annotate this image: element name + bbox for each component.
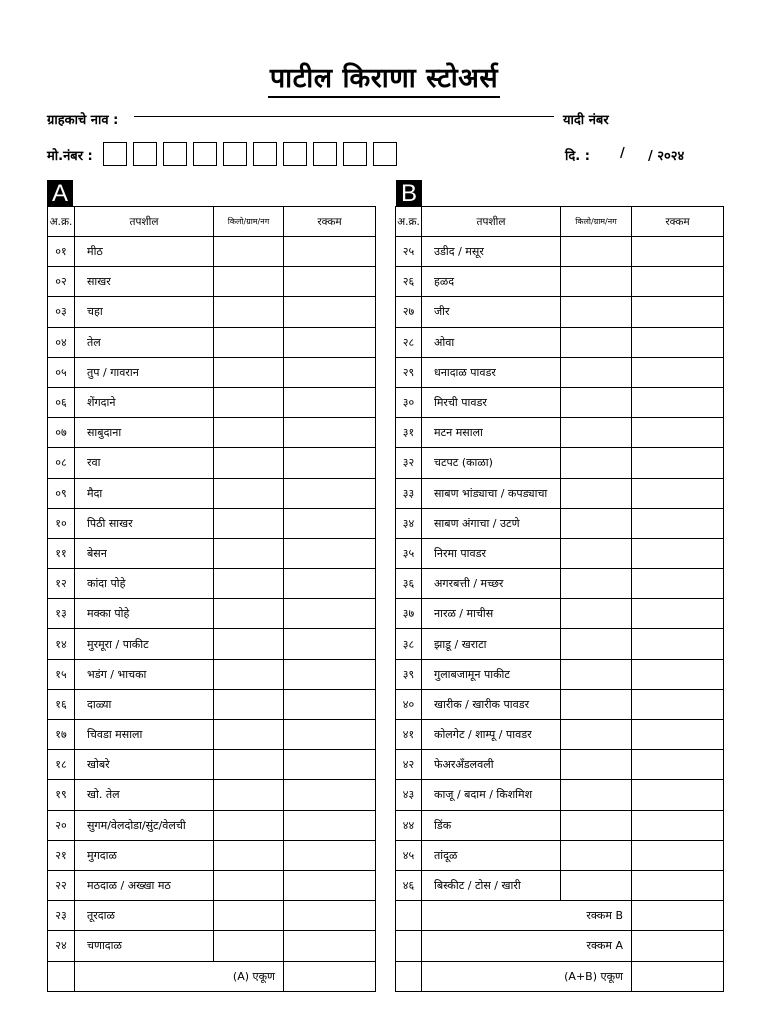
mobile-digit-box[interactable]	[103, 142, 127, 166]
item-name: साबुदाना	[75, 418, 214, 448]
item-number: १९	[48, 780, 75, 810]
item-amount-cell[interactable]	[284, 870, 376, 900]
table-row	[396, 870, 724, 900]
col-header-sr: अ.क्र.	[396, 207, 422, 237]
item-name: मुरमूरा / पाकीट	[75, 629, 214, 659]
list-number-label: यादी नंबर	[563, 113, 609, 128]
item-quantity-cell[interactable]	[561, 810, 632, 840]
table-row	[48, 569, 376, 599]
item-amount-cell[interactable]	[632, 237, 724, 267]
item-quantity-cell[interactable]	[561, 780, 632, 810]
item-number: २२	[48, 870, 75, 900]
item-amount-cell[interactable]	[284, 418, 376, 448]
item-quantity-cell[interactable]	[561, 659, 632, 689]
table-row	[396, 629, 724, 659]
total-a-row	[48, 961, 376, 991]
table-row	[396, 538, 724, 568]
total-ab-amount-cell[interactable]	[632, 961, 724, 991]
item-amount-cell[interactable]	[632, 357, 724, 387]
item-quantity-cell[interactable]	[214, 327, 284, 357]
item-quantity-cell[interactable]	[214, 387, 284, 417]
rakkam-b-label: रक्कम B	[422, 901, 632, 931]
item-name: शेंगदाने	[75, 387, 214, 417]
col-header-amount: रक्कम	[284, 207, 376, 237]
customer-name-line[interactable]	[134, 116, 554, 117]
item-quantity-cell[interactable]	[214, 478, 284, 508]
item-name: कोलगेट / शाम्पू / पावडर	[422, 720, 561, 750]
table-row	[396, 659, 724, 689]
table-row	[48, 931, 376, 961]
total-a-label: (A) एकूण	[75, 961, 284, 991]
item-name: तांदूळ	[422, 840, 561, 870]
item-name: तुप / गावरान	[75, 357, 214, 387]
item-quantity-cell[interactable]	[214, 418, 284, 448]
item-number: ३६	[396, 569, 422, 599]
item-number: १४	[48, 629, 75, 659]
item-quantity-cell[interactable]	[561, 237, 632, 267]
item-name: मटन मसाला	[422, 418, 561, 448]
item-name: उडीद / मसूर	[422, 237, 561, 267]
item-number: २८	[396, 327, 422, 357]
table-row	[48, 689, 376, 719]
total-a-amount-cell[interactable]	[284, 961, 376, 991]
item-amount-cell[interactable]	[632, 478, 724, 508]
item-quantity-cell[interactable]	[561, 418, 632, 448]
item-quantity-cell[interactable]	[214, 659, 284, 689]
item-name: धनादाळ पावडर	[422, 357, 561, 387]
item-quantity-cell[interactable]	[561, 569, 632, 599]
item-number: ०१	[48, 237, 75, 267]
rakkam-a-row	[396, 931, 724, 961]
table-row	[48, 267, 376, 297]
table-row	[396, 720, 724, 750]
item-amount-cell[interactable]	[284, 387, 376, 417]
table-b	[395, 206, 724, 992]
item-quantity-cell[interactable]	[214, 538, 284, 568]
item-name: मिरची पावडर	[422, 387, 561, 417]
item-amount-cell[interactable]	[284, 538, 376, 568]
table-row	[396, 569, 724, 599]
table-row	[396, 780, 724, 810]
item-number: ४६	[396, 870, 422, 900]
item-amount-cell[interactable]	[284, 780, 376, 810]
item-name: दाळ्या	[75, 689, 214, 719]
item-amount-cell[interactable]	[284, 750, 376, 780]
section-b-badge: B	[396, 180, 422, 206]
item-number: ४५	[396, 840, 422, 870]
item-number: १०	[48, 508, 75, 538]
item-name: बिस्कीट / टोस / खारी	[422, 870, 561, 900]
item-amount-cell[interactable]	[632, 448, 724, 478]
table-row	[48, 840, 376, 870]
item-amount-cell[interactable]	[284, 629, 376, 659]
col-header-desc: तपशील	[422, 207, 561, 237]
item-number: ०३	[48, 297, 75, 327]
total-ab-label: (A+B) एकूण	[422, 961, 632, 991]
item-amount-cell[interactable]	[284, 237, 376, 267]
table-row	[48, 599, 376, 629]
item-amount-cell[interactable]	[632, 508, 724, 538]
date-label: दि. :	[565, 149, 590, 164]
item-quantity-cell[interactable]	[561, 508, 632, 538]
item-name: बेसन	[75, 538, 214, 568]
item-quantity-cell[interactable]	[214, 931, 284, 961]
item-quantity-cell[interactable]	[561, 629, 632, 659]
mobile-digit-box[interactable]	[253, 142, 277, 166]
col-header-unit: किलो/ग्राम/नग	[214, 207, 284, 237]
mobile-digit-box[interactable]	[373, 142, 397, 166]
item-number: १८	[48, 750, 75, 780]
item-name: झाडू / खराटा	[422, 629, 561, 659]
item-name: डिंक	[422, 810, 561, 840]
item-number: ०७	[48, 418, 75, 448]
empty-cell	[396, 931, 422, 961]
table-row	[48, 901, 376, 931]
item-name: अगरबत्ती / मच्छर	[422, 569, 561, 599]
col-header-desc: तपशील	[75, 207, 214, 237]
item-amount-cell[interactable]	[632, 780, 724, 810]
item-name: तूरदाळ	[75, 901, 214, 931]
item-quantity-cell[interactable]	[214, 569, 284, 599]
item-amount-cell[interactable]	[632, 387, 724, 417]
item-name: चणादाळ	[75, 931, 214, 961]
item-quantity-cell[interactable]	[561, 840, 632, 870]
item-amount-cell[interactable]	[284, 297, 376, 327]
table-row	[396, 267, 724, 297]
item-amount-cell[interactable]	[632, 327, 724, 357]
table-row	[48, 327, 376, 357]
item-number: ४०	[396, 689, 422, 719]
item-number: ०५	[48, 357, 75, 387]
item-amount-cell[interactable]	[632, 538, 724, 568]
table-row	[396, 810, 724, 840]
mobile-digit-box[interactable]	[133, 142, 157, 166]
table-row	[396, 387, 724, 417]
table-row	[396, 357, 724, 387]
table-a-header	[48, 207, 376, 237]
item-amount-cell[interactable]	[632, 810, 724, 840]
mobile-digit-box[interactable]	[343, 142, 367, 166]
item-quantity-cell[interactable]	[561, 538, 632, 568]
empty-cell	[396, 901, 422, 931]
rakkam-b-amount-cell[interactable]	[632, 901, 724, 931]
item-number: २४	[48, 931, 75, 961]
item-quantity-cell[interactable]	[214, 508, 284, 538]
item-number: २९	[396, 357, 422, 387]
item-name: हळद	[422, 267, 561, 297]
item-quantity-cell[interactable]	[561, 720, 632, 750]
table-row	[48, 478, 376, 508]
item-number: २१	[48, 840, 75, 870]
table-row	[396, 750, 724, 780]
item-amount-cell[interactable]	[632, 267, 724, 297]
item-quantity-cell[interactable]	[561, 478, 632, 508]
item-name: साखर	[75, 267, 214, 297]
item-name: निरमा पावडर	[422, 538, 561, 568]
item-amount-cell[interactable]	[284, 689, 376, 719]
item-amount-cell[interactable]	[284, 840, 376, 870]
item-number: ३९	[396, 659, 422, 689]
item-amount-cell[interactable]	[632, 750, 724, 780]
mobile-digit-box[interactable]	[223, 142, 247, 166]
title-text: पाटील किराणा स्टोअर्स	[268, 63, 500, 98]
table-row	[48, 418, 376, 448]
item-quantity-cell[interactable]	[214, 689, 284, 719]
item-quantity-cell[interactable]	[561, 448, 632, 478]
item-quantity-cell[interactable]	[561, 387, 632, 417]
item-number: ०८	[48, 448, 75, 478]
mobile-label: मो.नंबर :	[47, 149, 93, 164]
item-name: मीठ	[75, 237, 214, 267]
item-number: ४१	[396, 720, 422, 750]
item-amount-cell[interactable]	[284, 931, 376, 961]
table-row	[48, 508, 376, 538]
item-number: ३०	[396, 387, 422, 417]
item-quantity-cell[interactable]	[214, 720, 284, 750]
item-quantity-cell[interactable]	[214, 870, 284, 900]
table-a	[47, 206, 376, 992]
item-number: ३१	[396, 418, 422, 448]
item-amount-cell[interactable]	[284, 720, 376, 750]
empty-cell	[396, 961, 422, 991]
item-quantity-cell[interactable]	[214, 448, 284, 478]
item-quantity-cell[interactable]	[561, 327, 632, 357]
item-name: पिठी साखर	[75, 508, 214, 538]
item-quantity-cell[interactable]	[214, 901, 284, 931]
item-number: ०४	[48, 327, 75, 357]
mobile-digit-box[interactable]	[313, 142, 337, 166]
item-name: रवा	[75, 448, 214, 478]
item-number: ३७	[396, 599, 422, 629]
col-header-sr: अ.क्र.	[48, 207, 75, 237]
rakkam-b-row	[396, 901, 724, 931]
item-amount-cell[interactable]	[632, 569, 724, 599]
item-name: चिवडा मसाला	[75, 720, 214, 750]
col-header-amount: रक्कम	[632, 207, 724, 237]
item-amount-cell[interactable]	[284, 448, 376, 478]
item-amount-cell[interactable]	[632, 720, 724, 750]
item-amount-cell[interactable]	[632, 659, 724, 689]
table-row	[48, 448, 376, 478]
customer-name-label: ग्राहकाचे नाव :	[47, 113, 119, 128]
item-amount-cell[interactable]	[284, 810, 376, 840]
item-amount-cell[interactable]	[284, 569, 376, 599]
item-name: जीर	[422, 297, 561, 327]
table-row	[396, 237, 724, 267]
item-amount-cell[interactable]	[284, 659, 376, 689]
item-name: नारळ / माचीस	[422, 599, 561, 629]
item-number: २७	[396, 297, 422, 327]
item-name: गुलाबजामून पाकीट	[422, 659, 561, 689]
table-row	[48, 357, 376, 387]
item-number: १५	[48, 659, 75, 689]
item-quantity-cell[interactable]	[561, 297, 632, 327]
table-row	[396, 840, 724, 870]
item-number: ०९	[48, 478, 75, 508]
item-number: ३५	[396, 538, 422, 568]
item-name: खो. तेल	[75, 780, 214, 810]
item-amount-cell[interactable]	[284, 599, 376, 629]
date-year: / २०२४	[648, 149, 685, 164]
item-quantity-cell[interactable]	[561, 750, 632, 780]
item-name: चटपट (काळा)	[422, 448, 561, 478]
table-row	[396, 508, 724, 538]
item-name: मुगदाळ	[75, 840, 214, 870]
table-b-header	[396, 207, 724, 237]
item-quantity-cell[interactable]	[214, 599, 284, 629]
section-a-badge: A	[47, 180, 73, 206]
rakkam-a-label: रक्कम A	[422, 931, 632, 961]
item-number: ३८	[396, 629, 422, 659]
table-row	[396, 418, 724, 448]
item-number: २०	[48, 810, 75, 840]
item-quantity-cell[interactable]	[214, 357, 284, 387]
table-row	[48, 659, 376, 689]
item-name: मठदाळ / अख्खा मठ	[75, 870, 214, 900]
item-amount-cell[interactable]	[284, 508, 376, 538]
table-row	[48, 237, 376, 267]
item-quantity-cell[interactable]	[214, 750, 284, 780]
item-number: ३४	[396, 508, 422, 538]
item-number: २६	[396, 267, 422, 297]
table-row	[48, 810, 376, 840]
item-amount-cell[interactable]	[632, 870, 724, 900]
item-number: ०२	[48, 267, 75, 297]
item-number: २५	[396, 237, 422, 267]
item-amount-cell[interactable]	[632, 297, 724, 327]
item-name: सुगम/वेलदोडा/सुंट/वेलची	[75, 810, 214, 840]
item-amount-cell[interactable]	[632, 599, 724, 629]
item-number: ०६	[48, 387, 75, 417]
rakkam-a-amount-cell[interactable]	[632, 931, 724, 961]
date-separator: /	[620, 146, 625, 161]
table-row	[48, 720, 376, 750]
item-name: साबण भांड्याचा / कपड्याचा	[422, 478, 561, 508]
item-name: खोबरे	[75, 750, 214, 780]
item-number: २३	[48, 901, 75, 931]
table-row	[396, 297, 724, 327]
item-name: साबण अंगाचा / उटणे	[422, 508, 561, 538]
item-quantity-cell[interactable]	[214, 780, 284, 810]
item-quantity-cell[interactable]	[561, 599, 632, 629]
item-quantity-cell[interactable]	[214, 297, 284, 327]
item-name: फेअरअँडलवली	[422, 750, 561, 780]
item-amount-cell[interactable]	[284, 327, 376, 357]
item-number: ११	[48, 538, 75, 568]
item-amount-cell[interactable]	[284, 267, 376, 297]
mobile-digit-box[interactable]	[283, 142, 307, 166]
item-quantity-cell[interactable]	[561, 689, 632, 719]
item-name: तेल	[75, 327, 214, 357]
item-name: मक्का पोहे	[75, 599, 214, 629]
empty-cell	[48, 961, 75, 991]
item-quantity-cell[interactable]	[214, 629, 284, 659]
item-number: १६	[48, 689, 75, 719]
table-row	[396, 327, 724, 357]
item-number: ४२	[396, 750, 422, 780]
item-number: १३	[48, 599, 75, 629]
table-row	[396, 599, 724, 629]
item-amount-cell[interactable]	[284, 357, 376, 387]
item-name: कांदा पोहे	[75, 569, 214, 599]
item-quantity-cell[interactable]	[214, 237, 284, 267]
item-amount-cell[interactable]	[284, 478, 376, 508]
item-name: ओवा	[422, 327, 561, 357]
page-title	[0, 58, 768, 95]
table-row	[48, 297, 376, 327]
item-amount-cell[interactable]	[632, 689, 724, 719]
table-row	[48, 750, 376, 780]
table-row	[48, 870, 376, 900]
item-number: ४४	[396, 810, 422, 840]
table-row	[396, 448, 724, 478]
item-name: भडंग / भाचका	[75, 659, 214, 689]
table-row	[48, 538, 376, 568]
mobile-digit-box[interactable]	[193, 142, 217, 166]
item-number: ३३	[396, 478, 422, 508]
item-quantity-cell[interactable]	[214, 840, 284, 870]
table-row	[396, 478, 724, 508]
item-amount-cell[interactable]	[284, 901, 376, 931]
table-row	[48, 629, 376, 659]
item-quantity-cell[interactable]	[561, 267, 632, 297]
item-quantity-cell[interactable]	[214, 810, 284, 840]
item-name: चहा	[75, 297, 214, 327]
item-amount-cell[interactable]	[632, 629, 724, 659]
item-number: ४३	[396, 780, 422, 810]
item-amount-cell[interactable]	[632, 840, 724, 870]
table-row	[48, 780, 376, 810]
table-row	[48, 387, 376, 417]
item-name: मैदा	[75, 478, 214, 508]
mobile-digit-box[interactable]	[163, 142, 187, 166]
table-row	[396, 689, 724, 719]
item-quantity-cell[interactable]	[214, 267, 284, 297]
item-amount-cell[interactable]	[632, 418, 724, 448]
item-quantity-cell[interactable]	[561, 357, 632, 387]
item-number: १२	[48, 569, 75, 599]
item-number: ३२	[396, 448, 422, 478]
total-ab-row	[396, 961, 724, 991]
item-name: खारीक / खारीक पावडर	[422, 689, 561, 719]
item-number: १७	[48, 720, 75, 750]
item-quantity-cell[interactable]	[561, 870, 632, 900]
item-name: काजू / बदाम / किशमिश	[422, 780, 561, 810]
col-header-unit: किलो/ग्राम/नग	[561, 207, 632, 237]
